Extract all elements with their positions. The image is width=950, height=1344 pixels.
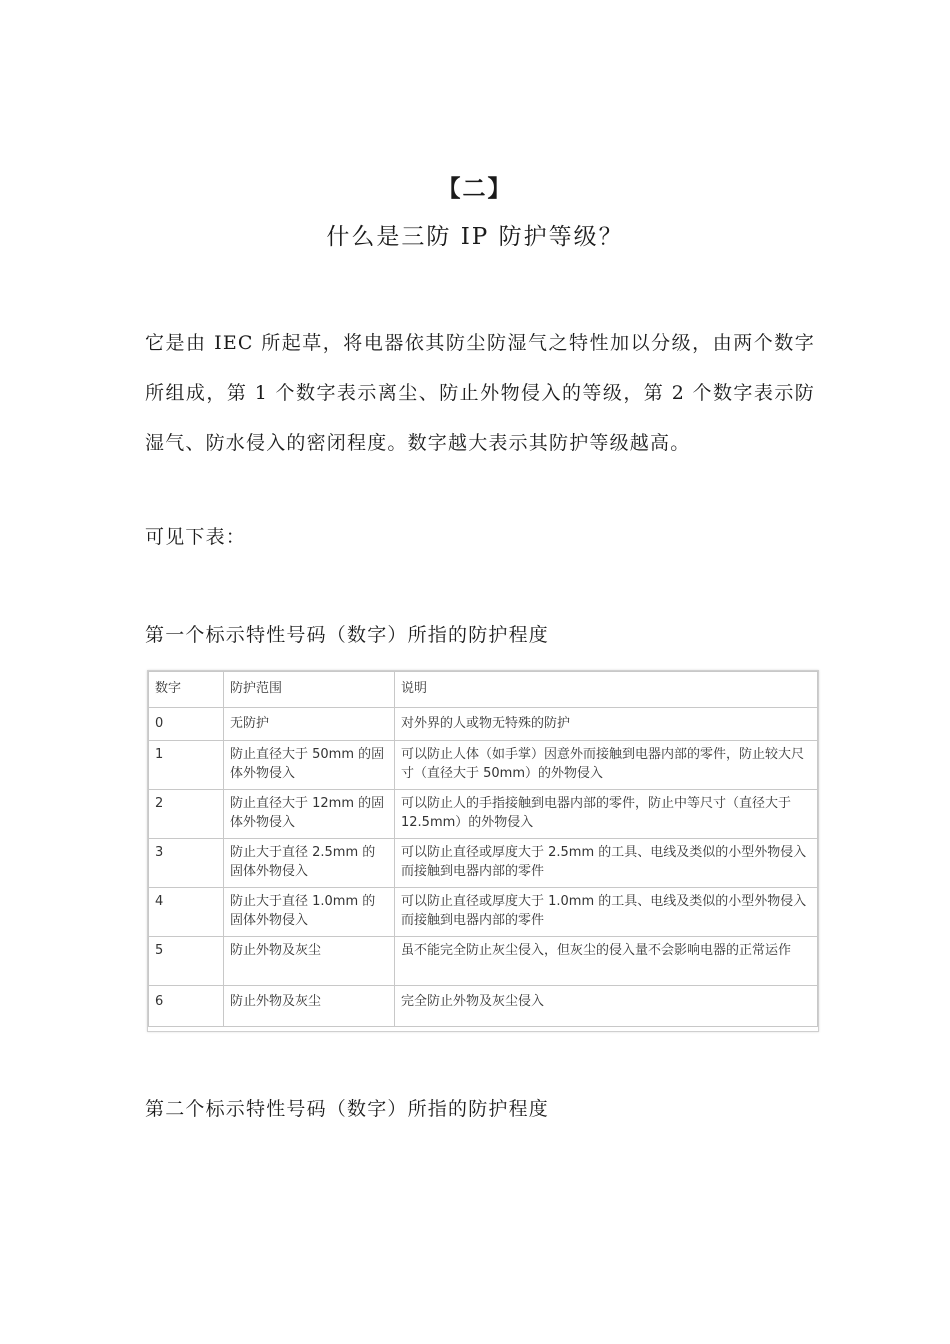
header-description: 说明 [395, 672, 818, 708]
cell-digit: 3 [149, 839, 224, 888]
cell-scope: 防止大于直径 1.0mm 的固体外物侵入 [224, 888, 395, 937]
cell-description: 可以防止直径或厚度大于 1.0mm 的工具、电线及类似的小型外物侵入而接触到电器内部的零件 [395, 888, 818, 937]
cell-description: 虽不能完全防止灰尘侵入，但灰尘的侵入量不会影响电器的正常运作 [395, 937, 818, 986]
cell-digit: 2 [149, 790, 224, 839]
table-row [149, 986, 818, 1027]
cell-description: 对外界的人或物无特殊的防护 [395, 708, 818, 741]
protection-table [148, 671, 818, 1027]
cell-scope: 防止直径大于 12mm 的固体外物侵入 [224, 790, 395, 839]
table1-caption: 第一个标示特性号码（数字）所指的防护程度 [145, 624, 550, 646]
cell-digit: 0 [149, 708, 224, 741]
cell-digit: 5 [149, 937, 224, 986]
section-number: 【二】 [437, 175, 513, 202]
protection-table-image [147, 670, 819, 1032]
table-row [149, 937, 818, 986]
cell-digit: 6 [149, 986, 224, 1027]
cell-scope: 无防护 [224, 708, 395, 741]
cell-scope: 防止外物及灰尘 [224, 986, 395, 1027]
cell-description: 可以防止人的手指接触到电器内部的零件，防止中等尺寸（直径大于 12.5mm）的外物侵入 [395, 790, 818, 839]
page-title: 什么是三防 IP 防护等级？ [326, 224, 624, 250]
cell-digit: 1 [149, 741, 224, 790]
table-row [149, 741, 818, 790]
cell-scope: 防止大于直径 2.5mm 的固体外物侵入 [224, 839, 395, 888]
cell-description: 可以防止人体（如手掌）因意外而接触到电器内部的零件，防止较大尺寸（直径大于 50mm）的外物侵入 [395, 741, 818, 790]
cell-digit: 4 [149, 888, 224, 937]
cell-description: 完全防止外物及灰尘侵入 [395, 986, 818, 1027]
header-scope: 防护范围 [224, 672, 395, 708]
cell-scope: 防止外物及灰尘 [224, 937, 395, 986]
table-row [149, 839, 818, 888]
table-row [149, 790, 818, 839]
table2-caption: 第二个标示特性号码（数字）所指的防护程度 [145, 1098, 550, 1120]
see-table-text: 可见下表： [145, 526, 247, 548]
table-header-row [149, 672, 818, 708]
intro-paragraph: 它是由 IEC 所起草，将电器依其防尘防湿气之特性加以分级，由两个数字所组成，第 1 个数字表示离尘、防止外物侵入的等级，第 2 个数字表示防湿气、防水侵入的密闭程度。数字越大表示其防护等级越高。 [145, 332, 815, 454]
header-digit: 数字 [149, 672, 224, 708]
table-row [149, 888, 818, 937]
cell-description: 可以防止直径或厚度大于 2.5mm 的工具、电线及类似的小型外物侵入而接触到电器内部的零件 [395, 839, 818, 888]
table-row [149, 708, 818, 741]
cell-scope: 防止直径大于 50mm 的固体外物侵入 [224, 741, 395, 790]
